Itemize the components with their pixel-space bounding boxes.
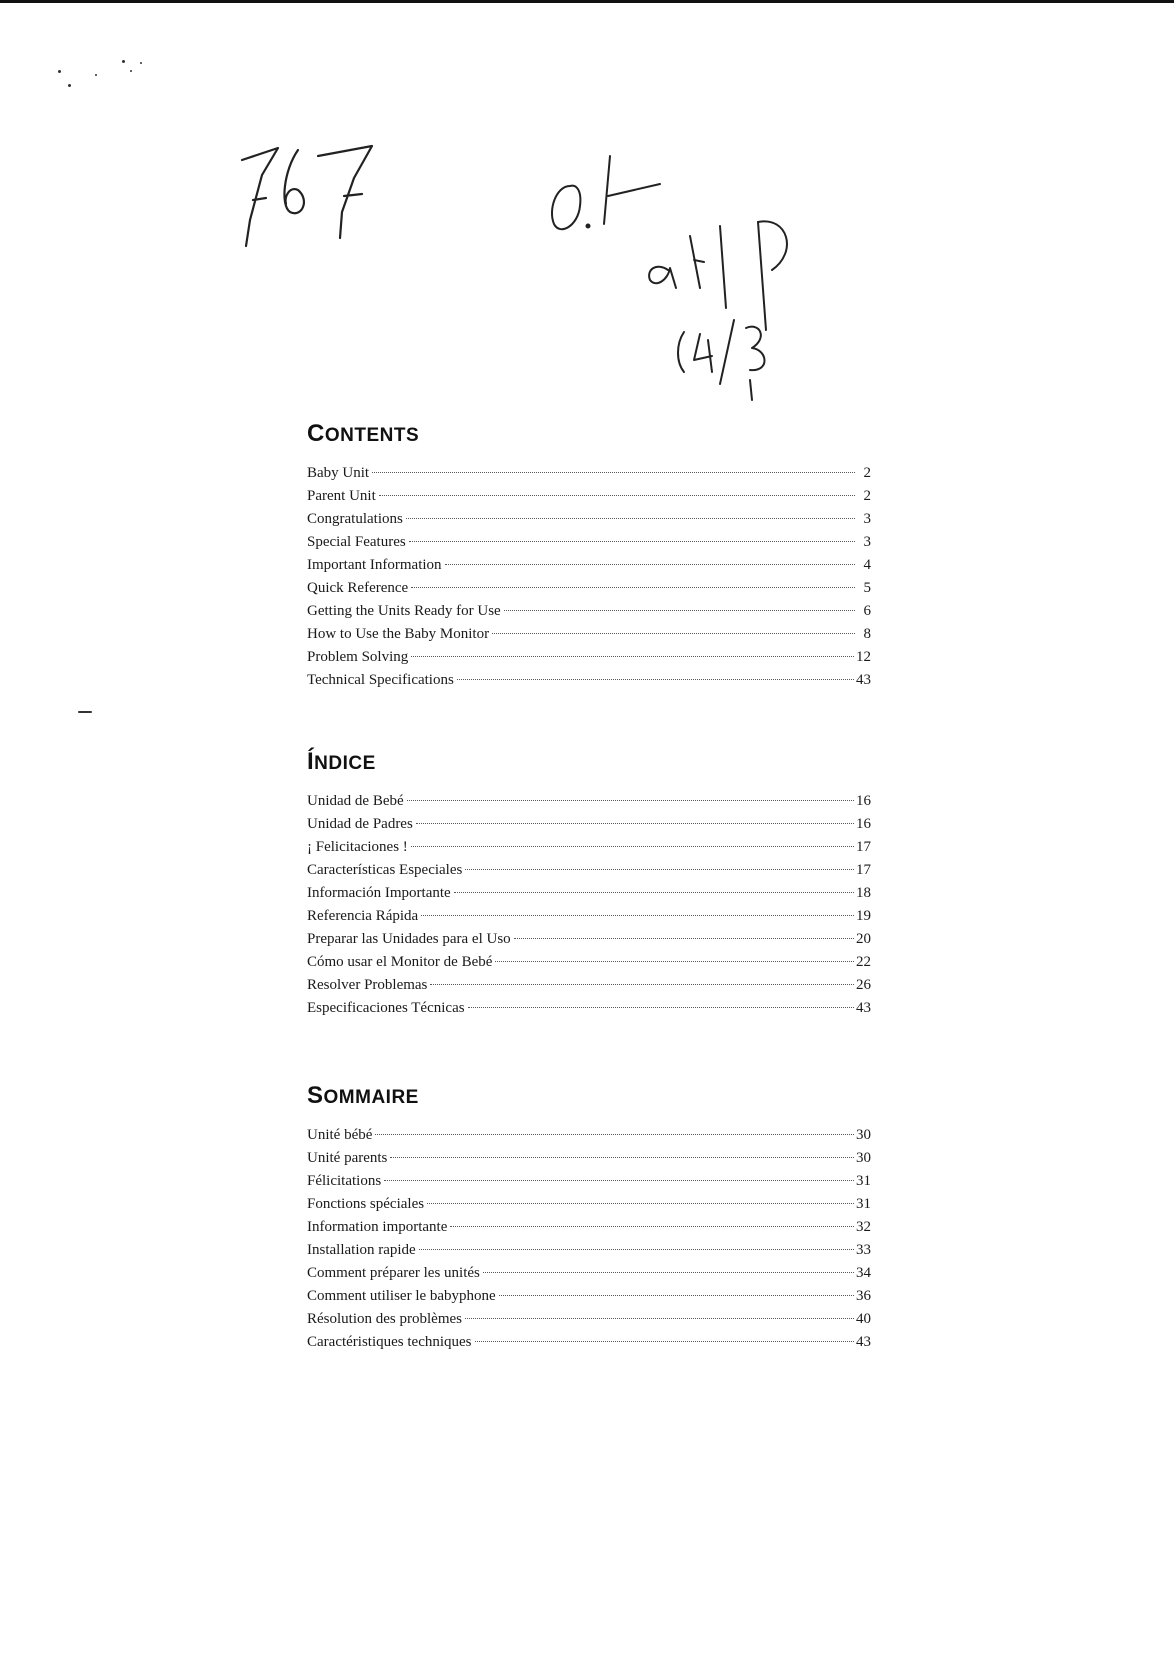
leader-dots <box>372 472 855 473</box>
leader-dots <box>495 961 854 962</box>
leader-dots <box>375 1134 854 1135</box>
leader-dots <box>411 656 854 657</box>
toc-entry[interactable]: Especificaciones Técnicas 43 <box>307 1000 871 1016</box>
leader-dots <box>499 1295 854 1296</box>
toc-entry[interactable]: Getting the Units Ready for Use 6 <box>307 603 871 619</box>
leader-dots <box>468 1007 854 1008</box>
leader-dots <box>457 679 854 680</box>
leader-dots <box>421 915 854 916</box>
section-title-sommaire: SOMMAIRE <box>307 1082 419 1109</box>
toc-section-spanish <box>307 748 871 1020</box>
handwriting-a <box>649 267 676 288</box>
toc-entry[interactable]: Resolver Problemas 26 <box>307 977 871 993</box>
toc-entry[interactable]: Baby Unit 2 <box>307 465 871 481</box>
toc-entry[interactable]: Comment préparer les unités 34 <box>307 1265 871 1281</box>
handwritten-annotations <box>0 0 1174 420</box>
toc-entry[interactable]: Important Information 4 <box>307 557 871 573</box>
toc-list-french <box>307 1124 871 1354</box>
toc-entry[interactable]: Problem Solving 12 <box>307 649 871 665</box>
toc-entry[interactable]: Félicitations 31 <box>307 1173 871 1189</box>
toc-section-english <box>307 420 871 692</box>
toc-entry[interactable]: Résolution des problèmes 40 <box>307 1311 871 1327</box>
toc-entry[interactable]: ¡ Felicitaciones ! 17 <box>307 839 871 855</box>
toc-entry[interactable]: Unidad de Padres 16 <box>307 816 871 832</box>
leader-dots <box>465 869 854 870</box>
handwriting-14-3 <box>678 332 684 372</box>
toc-list-english <box>307 462 871 692</box>
toc-list-spanish <box>307 790 871 1020</box>
leader-dots <box>416 823 854 824</box>
leader-dots <box>430 984 854 985</box>
leader-dots <box>465 1318 854 1319</box>
handwriting-seven-2 <box>318 146 372 238</box>
toc-entry[interactable]: Unité parents 30 <box>307 1150 871 1166</box>
leader-dots <box>450 1226 854 1227</box>
leader-dots <box>411 846 854 847</box>
toc-entry[interactable]: Technical Specifications 43 <box>307 672 871 688</box>
toc-entry[interactable]: Quick Reference 5 <box>307 580 871 596</box>
leader-dots <box>384 1180 854 1181</box>
scan-speck <box>78 711 92 713</box>
leader-dots <box>406 518 855 519</box>
leader-dots <box>390 1157 854 1158</box>
toc-entry[interactable]: Parent Unit 2 <box>307 488 871 504</box>
toc-entry[interactable]: Características Especiales 17 <box>307 862 871 878</box>
toc-entry[interactable]: Fonctions spéciales 31 <box>307 1196 871 1212</box>
leader-dots <box>492 633 855 634</box>
toc-entry[interactable]: Installation rapide 33 <box>307 1242 871 1258</box>
toc-entry[interactable]: Información Importante 18 <box>307 885 871 901</box>
toc-entry[interactable]: Congratulations 3 <box>307 511 871 527</box>
leader-dots <box>411 587 855 588</box>
toc-entry[interactable]: Comment utiliser le babyphone 36 <box>307 1288 871 1304</box>
leader-dots <box>475 1341 854 1342</box>
leader-dots <box>409 541 855 542</box>
toc-entry[interactable]: Information importante 32 <box>307 1219 871 1235</box>
leader-dots <box>419 1249 854 1250</box>
toc-entry[interactable]: Caractéristiques techniques 43 <box>307 1334 871 1350</box>
leader-dots <box>427 1203 854 1204</box>
section-title-contents: CONTENTS <box>307 420 420 447</box>
toc-entry[interactable]: How to Use the Baby Monitor 8 <box>307 626 871 642</box>
leader-dots <box>379 495 855 496</box>
leader-dots <box>454 892 854 893</box>
handwriting-o <box>552 186 580 230</box>
leader-dots <box>514 938 854 939</box>
section-title-indice: ÍNDICE <box>307 748 376 775</box>
toc-entry[interactable]: Special Features 3 <box>307 534 871 550</box>
toc-section-french <box>307 1082 871 1354</box>
leader-dots <box>407 800 854 801</box>
leader-dots <box>445 564 855 565</box>
toc-entry[interactable]: Preparar las Unidades para el Uso 20 <box>307 931 871 947</box>
handwriting-seven-1 <box>242 148 278 246</box>
toc-entry[interactable]: Referencia Rápida 19 <box>307 908 871 924</box>
toc-entry[interactable]: Unidad de Bebé 16 <box>307 793 871 809</box>
toc-entry[interactable]: Cómo usar el Monitor de Bebé 22 <box>307 954 871 970</box>
toc-entry[interactable]: Unité bébé 30 <box>307 1127 871 1143</box>
handwriting-six <box>284 150 303 213</box>
leader-dots <box>483 1272 854 1273</box>
leader-dots <box>504 610 855 611</box>
